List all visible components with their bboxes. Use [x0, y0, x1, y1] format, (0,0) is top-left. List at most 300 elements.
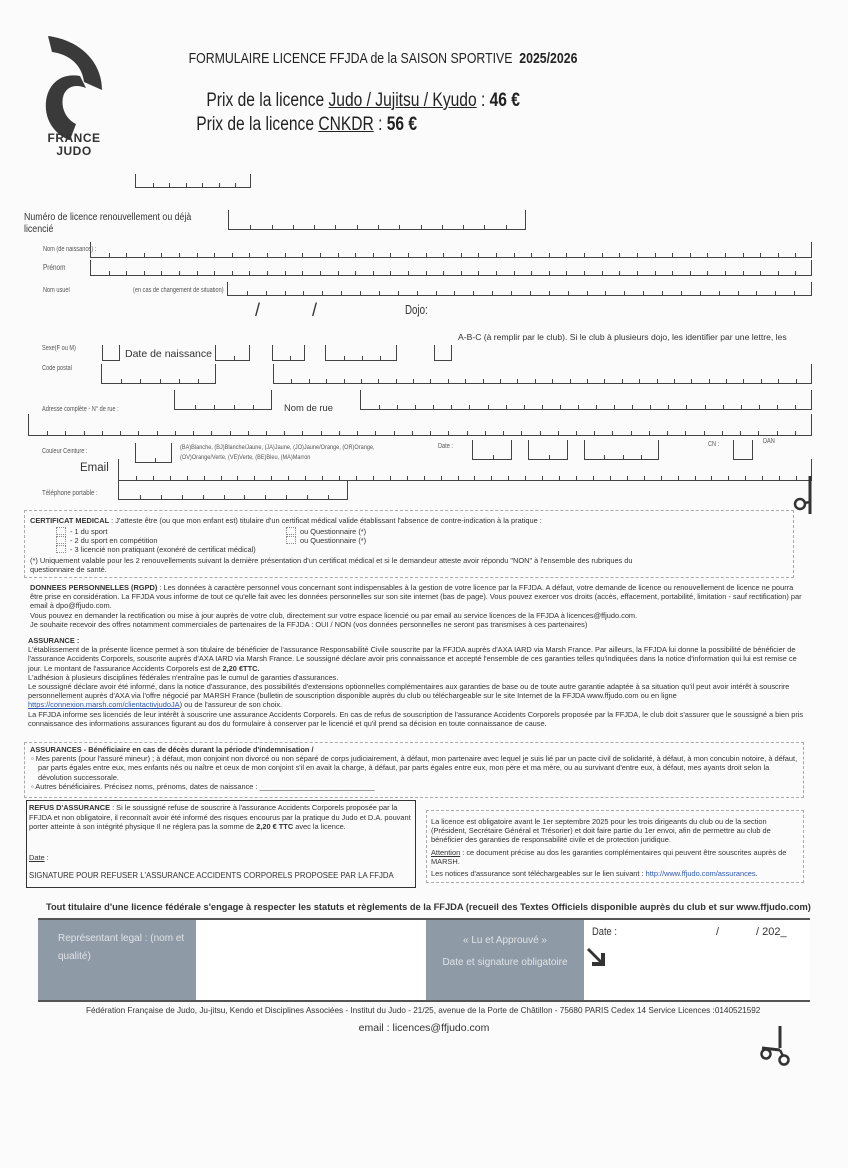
comb-tick	[267, 253, 268, 257]
assurance-section: ASSURANCE : L'établissement de la présente licence permet à son titulaire de bénéficier de l'assurance Responsabilité Civile souscrite par la FFJDA auprès d'AXA IARD via Marsh France. Par ailleurs, la FFJDA lui donne la possibilité de bénéficier de l'assurance Accidents Corporels, souscrite auprès d'AXA IARD via Marsh France. Le soussigné déclare avoir pris connaissance et accepté l'ensemble de ces garanties telles qu'indiquées dans la notice d'information qui lui est remise ce jour. Le montant de l'assurance Accidents Corporels est de 2,20 €TTC. L'adhésion à plusieurs disciplines fédérales n'entraîne pas le cumul de garanties d'assurances. Le soussigné déclare avoir été informé, dans la notice d'assurance, des possibilités d'extensions optionnelles complémentaires aux garanties de base ou de toute autre garantie adaptée à sa situation qu'il peut avoir intérêt à souscrire personnellement auprès d'AXA via l'offre négocié par MARSH France (bulletin de souscription disponible auprès du club ou téléchargeable sur le site Internet de la FFJDA www.ffjudo.com ou en ligne https://connexion.marsh.com/clientactivjudoJA) ou de l'assureur de son choix. La FFJDA informe ses licenciés de leur intérêt à souscrire une assurance Accidents Corporels. En cas de refus de souscription de l'assurance Accidents Corporels proposée par la FFJDA, le club doit s'assurer que le soussigné a bien pris connaissance des informations assurances figurant au dos du formulaire à conserver par le licencié et qu'il prend sa décision en toute connaissance de cause.	[28, 636, 804, 728]
comb-tick	[639, 379, 640, 383]
comb-tick	[637, 253, 638, 257]
comb-tick	[120, 431, 121, 435]
arrow-down-right-icon	[586, 944, 608, 968]
comb-tick	[341, 291, 342, 295]
comb-tick	[511, 291, 512, 295]
dojo-note: A-B-C (à remplir par le club). Si le club à plusieurs dojo, les identifier par une lettre, les	[458, 332, 787, 342]
comb-tick	[492, 291, 493, 295]
comb-tick	[795, 271, 796, 275]
comb-tick	[667, 431, 668, 435]
comb-tick	[559, 476, 560, 480]
comb-tick	[614, 405, 615, 409]
comb-tick	[378, 379, 379, 383]
comb-tick	[743, 253, 744, 257]
comb-tick	[398, 291, 399, 295]
comb-tick	[234, 405, 235, 409]
comb-tick	[361, 379, 362, 383]
comb-tick	[338, 271, 339, 275]
comb-tick	[362, 356, 363, 360]
comb-tick	[485, 431, 486, 435]
comb-tick	[517, 379, 518, 383]
comb-tick	[326, 379, 327, 383]
comb-tick	[725, 253, 726, 257]
comb-tick	[320, 253, 321, 257]
comb-tick	[244, 495, 245, 499]
comb-tick	[102, 431, 103, 435]
nom-field[interactable]	[90, 242, 812, 258]
comb-tick	[570, 379, 571, 383]
certificat-footnote: (*) Uniquement valable pour les 2 renouvellements suivant la dernière présentation d'un certificat médical et si le demandeur atteste avoir répondu "NON" à l'ensemble des rubriques du questionnaire de santé.	[30, 556, 633, 575]
comb-tick	[758, 431, 759, 435]
comb-tick	[604, 379, 605, 383]
comb-tick	[454, 291, 455, 295]
ceinture-codes: (BA)Blanche, (BJ)Blanche/Jaune, (JA)Jaune, (JO)Jaune/Orange, (OR)Orange, (OV)Orange/Verte, (VE)Verte, (BE)Bleu, (MA)Marron	[180, 444, 375, 461]
comb-tick	[465, 379, 466, 383]
comb-tick	[726, 379, 727, 383]
comb-tick	[685, 431, 686, 435]
comb-tick	[795, 253, 796, 257]
comb-tick	[230, 431, 231, 435]
comb-tick	[650, 405, 651, 409]
comb-tick	[285, 253, 286, 257]
comb-tick	[426, 253, 427, 257]
comb-tick	[160, 379, 161, 383]
comb-tick	[65, 431, 66, 435]
comb-tick	[144, 271, 145, 275]
comb-tick	[587, 379, 588, 383]
comb-tick	[247, 291, 248, 295]
comb-tick	[355, 271, 356, 275]
comb-tick	[109, 253, 110, 257]
comb-tick	[467, 431, 468, 435]
comb-tick	[778, 253, 779, 257]
comb-tick	[624, 291, 625, 295]
comb-tick	[691, 379, 692, 383]
comb-tick	[285, 291, 286, 295]
grade-year-field[interactable]	[584, 440, 659, 460]
comb-tick	[373, 476, 374, 480]
comb-tick	[593, 476, 594, 480]
comb-tick	[678, 476, 679, 480]
comb-tick	[777, 405, 778, 409]
comb-tick	[637, 271, 638, 275]
certificat-checkbox-1[interactable]	[56, 527, 66, 535]
comb-tick	[668, 405, 669, 409]
certificat-opt1: - 1 du sport	[70, 527, 108, 536]
comb-tick	[655, 271, 656, 275]
comb-tick	[195, 405, 196, 409]
comb-tick	[796, 379, 797, 383]
comb-tick	[232, 271, 233, 275]
sexe-field[interactable]	[102, 345, 120, 361]
comb-tick	[760, 271, 761, 275]
comb-tick	[448, 431, 449, 435]
comb-tick	[649, 431, 650, 435]
comb-tick	[357, 431, 358, 435]
comb-tick	[357, 225, 358, 229]
comb-tick	[531, 253, 532, 257]
comb-tick	[179, 271, 180, 275]
comb-tick	[126, 271, 127, 275]
comb-tick	[390, 253, 391, 257]
comb-tick	[140, 495, 141, 499]
refus-signature-label[interactable]: SIGNATURE POUR REFUSER L'ASSURANCE ACCIDENTS CORPORELS PROPOSEE PAR LA FFJDA	[29, 871, 394, 880]
comb-tick	[779, 476, 780, 480]
comb-tick	[743, 271, 744, 275]
sexe-label: Sexe(F ou M)	[42, 345, 76, 352]
adresse-label: Adresse complète - N° de rue :	[42, 406, 119, 413]
comb-tick	[745, 476, 746, 480]
comb-tick	[426, 271, 427, 275]
comb-tick	[443, 253, 444, 257]
comb-tick	[197, 271, 198, 275]
comb-tick	[566, 271, 567, 275]
date-grade-label: Date :	[438, 443, 453, 450]
comb-tick	[355, 253, 356, 257]
comb-tick	[584, 271, 585, 275]
numero-rue-field[interactable]	[174, 390, 272, 410]
comb-tick	[778, 271, 779, 275]
comb-tick	[707, 271, 708, 275]
comb-tick	[109, 271, 110, 275]
scissors-icon-bottom	[758, 1024, 796, 1068]
comb-tick	[161, 271, 162, 275]
comb-tick	[794, 291, 795, 295]
comb-tick	[643, 291, 644, 295]
representant-legal-cell: Représentant legal : (nom et qualité)	[38, 920, 196, 1000]
certificat-checkbox-3[interactable]	[56, 545, 66, 553]
comb-tick	[202, 183, 203, 187]
comb-tick	[175, 431, 176, 435]
comb-tick	[474, 476, 475, 480]
comb-tick	[448, 379, 449, 383]
comb-tick	[417, 291, 418, 295]
comb-tick	[378, 225, 379, 229]
comb-tick	[584, 253, 585, 257]
comb-tick	[161, 253, 162, 257]
comb-tick	[430, 431, 431, 435]
comb-tick	[320, 271, 321, 275]
comb-tick	[695, 476, 696, 480]
comb-tick	[552, 379, 553, 383]
dan-label: DAN	[763, 438, 775, 445]
comb-tick	[211, 431, 212, 435]
comb-tick	[723, 405, 724, 409]
comb-tick	[484, 225, 485, 229]
comb-tick	[265, 495, 266, 499]
comb-tick	[335, 225, 336, 229]
comb-tick	[266, 291, 267, 295]
comb-tick	[709, 379, 710, 383]
email-field[interactable]	[118, 459, 812, 481]
nom-usage-note: (en cas de changement de situation)	[133, 287, 224, 294]
cn-field[interactable]	[733, 440, 753, 460]
comb-tick	[473, 291, 474, 295]
comb-tick	[267, 271, 268, 275]
comb-tick	[483, 379, 484, 383]
comb-tick	[530, 291, 531, 295]
comb-tick	[399, 225, 400, 229]
logo-text: FRANCE JUDO	[47, 131, 101, 158]
comb-tick	[234, 356, 235, 360]
comb-tick	[795, 405, 796, 409]
nom-usage-field[interactable]	[227, 282, 812, 296]
comb-tick	[596, 405, 597, 409]
comb-tick	[549, 253, 550, 257]
comb-tick	[394, 431, 395, 435]
comb-tick	[253, 405, 254, 409]
comb-tick	[451, 405, 452, 409]
comb-tick	[203, 495, 204, 499]
certificat-intro: CERTIFICAT MEDICAL : J'atteste être (ou que mon enfant est) titulaire d'un certificat médical valide établissant l'absence de contre-indication à la pratique :	[30, 516, 542, 525]
comb-tick	[690, 253, 691, 257]
questionnaire-checkbox-2[interactable]	[286, 536, 296, 544]
date-slash-2: /	[312, 300, 318, 320]
comb-tick	[549, 271, 550, 275]
comb-tick	[560, 405, 561, 409]
nom-de-rue-field[interactable]	[360, 390, 812, 410]
comb-tick	[759, 405, 760, 409]
comb-tick	[738, 291, 739, 295]
signature-date-year: / 202_	[756, 926, 787, 938]
adresse-complement-field[interactable]	[28, 414, 812, 436]
comb-tick	[461, 253, 462, 257]
cn-label: CN :	[708, 441, 720, 448]
comb-tick	[605, 291, 606, 295]
comb-tick	[235, 183, 236, 187]
scissors-icon	[790, 472, 818, 524]
comb-tick	[741, 405, 742, 409]
comb-tick	[508, 476, 509, 480]
comb-tick	[397, 405, 398, 409]
comb-tick	[542, 476, 543, 480]
date-slash-1: /	[255, 300, 261, 320]
comb-tick	[214, 271, 215, 275]
comb-tick	[602, 271, 603, 275]
comb-tick	[302, 253, 303, 257]
birth-month-field[interactable]	[272, 345, 305, 361]
comb-tick	[655, 253, 656, 257]
comb-tick	[412, 431, 413, 435]
comb-tick	[535, 379, 536, 383]
signature-date-label: Date :	[592, 926, 617, 938]
comb-tick	[415, 405, 416, 409]
comb-tick	[610, 476, 611, 480]
comb-tick	[627, 476, 628, 480]
dojo-letter-field[interactable]	[434, 345, 452, 361]
telephone-label: Téléphone portable :	[42, 488, 98, 497]
comb-tick	[408, 271, 409, 275]
prenom-label: Prénom	[43, 263, 66, 272]
comb-tick	[179, 253, 180, 257]
nom-label: Nom (de naissance) :	[43, 246, 97, 253]
email-label: Email	[80, 462, 109, 474]
comb-tick	[728, 476, 729, 480]
comb-tick	[182, 495, 183, 499]
comb-tick	[375, 431, 376, 435]
comb-tick	[644, 476, 645, 480]
comb-tick	[686, 405, 687, 409]
comb-tick	[549, 291, 550, 295]
comb-tick	[576, 476, 577, 480]
comb-tick	[344, 356, 345, 360]
ville-field[interactable]	[273, 364, 812, 384]
code-postal-field[interactable]	[101, 364, 216, 384]
comb-tick	[478, 253, 479, 257]
comb-tick	[140, 379, 141, 383]
lu-approuve-cell: « Lu et Approuvé » Date et signature obligatoire	[426, 920, 584, 1000]
engagement-text: Tout titulaire d'une licence fédérale s'engage à respecter les statuts et règlements de la FFJDA (recueil des Textes Officiels disponible auprès du club et sur www.ffjudo.com)	[46, 902, 811, 912]
comb-tick	[514, 253, 515, 257]
comb-tick	[197, 253, 198, 257]
comb-tick	[321, 431, 322, 435]
comb-tick	[775, 291, 776, 295]
licence-number-field[interactable]	[228, 210, 526, 230]
comb-tick	[360, 291, 361, 295]
comb-tick	[704, 431, 705, 435]
comb-tick	[478, 271, 479, 275]
comb-tick	[84, 431, 85, 435]
comb-tick	[380, 356, 381, 360]
grade-month-field[interactable]	[528, 440, 568, 460]
grade-day-field[interactable]	[472, 440, 512, 460]
comb-tick	[272, 225, 273, 229]
comb-tick	[407, 476, 408, 480]
beneficiaire-content: ASSURANCES - Bénéficiaire en cas de décès durant la période d'indemnisation / ▫ Mes parents (pour l'assuré mineur) ; à défaut, mon conjoint non divorcé ou non séparé de corps judiciairement, à défaut, mon partenaire avec lequel je suis lié par un pacte civil de solidarité, à défaut, à mon concubin notoire, à défaut, par parts égales entre eux, mes enfants nés ou naître et ceux de mon conjoint s'il en avait la charge, à défaut, par parts égales entre eux, mon père et ma mère, ou au survivant d'entre eux, à défaut, mes ayants droit selon la dévolution successorale. ▫ Autres bénéficiaires. Précisez noms, prénoms, dates de naissance : ____________________________	[30, 745, 798, 791]
comb-tick	[356, 476, 357, 480]
comb-tick	[469, 405, 470, 409]
comb-tick	[506, 405, 507, 409]
comb-tick	[795, 431, 796, 435]
comb-tick	[138, 431, 139, 435]
prenom-field[interactable]	[90, 260, 812, 276]
comb-tick	[514, 271, 515, 275]
comb-tick	[594, 431, 595, 435]
comb-tick	[525, 476, 526, 480]
comb-tick	[186, 183, 187, 187]
comb-tick	[622, 379, 623, 383]
comb-tick	[578, 405, 579, 409]
comb-tick	[293, 225, 294, 229]
comb-tick	[169, 183, 170, 187]
comb-tick	[344, 379, 345, 383]
comb-tick	[157, 431, 158, 435]
telephone-field[interactable]	[118, 480, 348, 500]
comb-tick	[619, 253, 620, 257]
comb-tick	[266, 431, 267, 435]
comb-tick	[542, 405, 543, 409]
comb-tick	[413, 379, 414, 383]
comb-tick	[521, 431, 522, 435]
comb-tick	[681, 291, 682, 295]
comb-tick	[524, 405, 525, 409]
comb-tick	[568, 291, 569, 295]
comb-tick	[566, 253, 567, 257]
comb-tick	[619, 271, 620, 275]
date-naissance-label: Date de naissance	[125, 348, 212, 360]
comb-tick	[121, 379, 122, 383]
comb-tick	[441, 476, 442, 480]
comb-tick	[390, 476, 391, 480]
comb-tick	[458, 476, 459, 480]
comb-tick	[700, 291, 701, 295]
comb-tick	[144, 253, 145, 257]
comb-tick	[396, 379, 397, 383]
comb-tick	[443, 271, 444, 275]
comb-tick	[248, 431, 249, 435]
signature-date-sep: /	[716, 926, 720, 938]
comb-tick	[291, 379, 292, 383]
comb-tick	[219, 183, 220, 187]
comb-tick	[761, 379, 762, 383]
comb-tick	[307, 495, 308, 499]
comb-tick	[421, 225, 422, 229]
comb-tick	[373, 271, 374, 275]
comb-tick	[442, 225, 443, 229]
comb-tick	[198, 379, 199, 383]
comb-tick	[756, 291, 757, 295]
comb-tick	[506, 225, 507, 229]
comb-tick	[285, 271, 286, 275]
comb-tick	[661, 476, 662, 480]
comb-tick	[500, 379, 501, 383]
refus-text: REFUS D'ASSURANCE : Si le soussigné refuse de souscrire à l'assurance Accidents Corporels proposée par la FFJDA et non obligatoire, il reconnaît avoir été informé des risques encourus par la pratique du Judo et D.A. pouvant porter atteinte à son intégrité physique Il ne réglera pas la somme de 2,20 € TTC avec la licence.	[29, 803, 411, 832]
comb-tick	[338, 253, 339, 257]
certificat-checkbox-2[interactable]	[56, 536, 66, 544]
comb-tick	[302, 431, 303, 435]
birth-year-field[interactable]	[325, 345, 397, 361]
comb-tick	[711, 476, 712, 480]
comb-tick	[379, 405, 380, 409]
certificat-opt2: - 2 du sport en compétition	[70, 536, 158, 545]
representant-legal-input[interactable]	[196, 920, 426, 1000]
comb-tick	[740, 431, 741, 435]
nom-de-rue-label: Nom de rue	[284, 402, 333, 413]
comb-tick	[433, 405, 434, 409]
comb-tick	[214, 253, 215, 257]
comb-tick	[463, 225, 464, 229]
comb-tick	[179, 379, 180, 383]
refus-date: Date :	[29, 853, 49, 862]
code-postal-label: Code postal	[42, 365, 72, 372]
questionnaire-checkbox-1[interactable]	[286, 527, 296, 535]
assurances-link[interactable]: http://www.ffjudo.com/assurances	[645, 869, 756, 879]
comb-tick	[672, 253, 673, 257]
club-number-field[interactable]	[135, 174, 251, 188]
comb-tick	[373, 253, 374, 257]
comb-tick	[719, 291, 720, 295]
comb-tick	[705, 405, 706, 409]
comb-tick	[662, 291, 663, 295]
rgpd-section: DONNEES PERSONNELLES (RGPD) : Les données à caractère personnel vous concernant sont indispensables à la gestion de votre licence par la FFJDA. A défaut, votre demande de licence ou renouvellement de licence ne pourra être prise en considération. La FFJDA vous informe de tout ce qu'elle fait avec les données personnelles sur son site internet (bas de page). Vous pouvez exercer vos droits (accès, effacement, portabilité, limitation - sauf rectification) par email à dpo@ffjudo.com. Vous pouvez en demander la rectification ou mise à jour auprès de votre club, directement sur votre espace licencié ou par email au service licences de la FFJDA à licences@ffjudo.com. Je souhaite recevoir des offres notamment commerciales de partenaires de la FFJDA : OUI / NON (vos données personnelles ne seront pas transmises à ces partenaires)	[30, 583, 802, 629]
comb-tick	[777, 431, 778, 435]
footer-email: email : licences@ffjudo.com	[358, 1022, 490, 1034]
comb-tick	[290, 356, 291, 360]
comb-tick	[232, 253, 233, 257]
marsh-link[interactable]: https://connexion.marsh.com/clientactivjudoJA	[28, 700, 180, 710]
nom-usage-label: Nom usuel	[43, 287, 70, 294]
birth-day-field[interactable]	[215, 345, 250, 361]
comb-tick	[690, 271, 691, 275]
comb-tick	[126, 253, 127, 257]
comb-tick	[284, 431, 285, 435]
comb-tick	[161, 495, 162, 499]
comb-tick	[602, 253, 603, 257]
comb-tick	[657, 379, 658, 383]
comb-tick	[558, 431, 559, 435]
comb-tick	[762, 476, 763, 480]
